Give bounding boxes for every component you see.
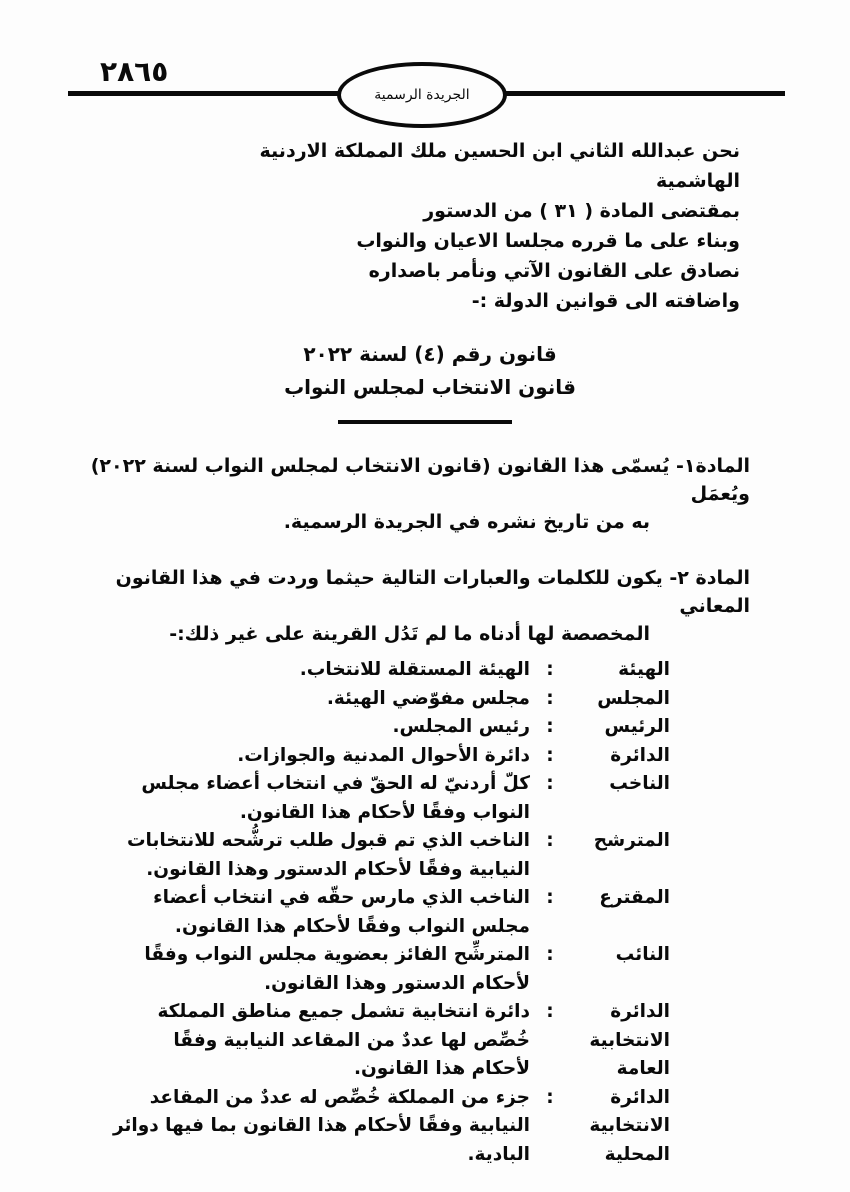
definition-term: الناخب <box>609 773 670 794</box>
definition-colon: : <box>546 744 554 766</box>
definitions-list <box>110 656 670 1169</box>
definition-row <box>110 998 670 1084</box>
definition-text: رئيس المجلس. <box>392 716 530 737</box>
definition-text: الناخب الذي تم قبول طلب ترشُّحه للانتخابات النيابية وفقًا لأحكام الدستور وهذا القانون. <box>126 830 530 880</box>
definition-row <box>110 1084 670 1170</box>
definition-term: النائب <box>615 944 670 965</box>
article-2 <box>70 564 750 648</box>
definition-colon: : <box>546 1086 554 1108</box>
article-1 <box>70 452 750 536</box>
article-text: المادة ٢- يكون للكلمات والعبارات التالية حيثما وردت في هذا القانون المعاني <box>115 567 750 617</box>
title-separator <box>338 420 512 424</box>
definition-colon: : <box>546 830 554 851</box>
page-number: ٢٨٦٥ <box>100 55 169 88</box>
royal-preamble <box>180 136 740 316</box>
definition-text: جزء من المملكة خُصِّص له عددٌ من المقاعد النيابية وفقًا لأحكام هذا القانون بما فيها دوائر البادية. <box>112 1086 530 1165</box>
definition-term: المقترع <box>599 887 670 908</box>
definition-row <box>110 827 670 884</box>
definition-text: المترشِّح الفائز بعضوية مجلس النواب وفقًا لأحكام الدستور وهذا القانون. <box>144 944 530 994</box>
definition-text: مجلس مفوّضي الهيئة. <box>326 687 530 709</box>
definition-text: دائرة انتخابية تشمل جميع مناطق المملكة خُصِّص لها عددٌ من المقاعد النيابية وفقًا لأحكام هذا القانون. <box>157 1001 530 1079</box>
article-text: به من تاريخ نشره في الجريدة الرسمية. <box>283 511 650 533</box>
definition-colon: : <box>546 659 554 680</box>
definition-colon: : <box>546 944 554 965</box>
definition-row <box>110 770 670 827</box>
article-text: المخصصة لها أدناه ما لم تَدُل القرينة على غير ذلك:- <box>169 623 650 645</box>
definition-term: الدائرة الانتخابية العامة <box>589 1001 670 1079</box>
definition-colon: : <box>546 773 554 794</box>
definition-row <box>110 656 670 685</box>
gazette-emblem <box>337 62 507 128</box>
definition-text: الناخب الذي مارس حقّه في انتخاب أعضاء مجلس النواب وفقًا لأحكام هذا القانون. <box>153 887 530 937</box>
preamble-line: وبناء على ما قرره مجلسا الاعيان والنواب <box>356 230 740 252</box>
definition-row <box>110 713 670 742</box>
definition-term: المترشح <box>593 830 670 851</box>
definition-row <box>110 941 670 998</box>
definition-term: المجلس <box>597 687 670 709</box>
definition-colon: : <box>546 716 554 737</box>
preamble-line: نصادق على القانون الآتي ونأمر باصداره <box>368 260 740 282</box>
definition-row <box>110 685 670 714</box>
definition-term: الرئيس <box>604 716 670 737</box>
definition-text: دائرة الأحوال المدنية والجوازات. <box>237 744 530 766</box>
definition-text: كلّ أردنيّ له الحقّ في انتخاب أعضاء مجلس النواب وفقًا لأحكام هذا القانون. <box>141 773 530 823</box>
definition-row <box>110 884 670 941</box>
definition-term: الدائرة <box>610 744 670 766</box>
preamble-line: بمقتضى المادة ( ٣١ ) من الدستور <box>423 200 740 222</box>
preamble-line: نحن عبدالله الثاني ابن الحسين ملك المملكة الاردنية الهاشمية <box>259 140 740 192</box>
definition-row <box>110 742 670 771</box>
article-text: المادة١- يُسمّى هذا القانون (قانون الانتخاب لمجلس النواب لسنة ٢٠٢٢) ويُعمَل <box>90 455 750 505</box>
definition-colon: : <box>546 887 554 908</box>
definition-term: الهيئة <box>618 659 670 680</box>
law-name: قانون الانتخاب لمجلس النواب <box>284 375 576 399</box>
definition-text: الهيئة المستقلة للانتخاب. <box>299 659 530 680</box>
definition-colon: : <box>546 1001 554 1022</box>
definition-colon: : <box>546 687 554 709</box>
gazette-name: الجريدة الرسمية <box>374 87 470 103</box>
page-content <box>70 136 750 1169</box>
preamble-line: واضافته الى قوانين الدولة :- <box>471 290 740 312</box>
law-number: قانون رقم (٤) لسنة ٢٠٢٢ <box>303 342 557 366</box>
definition-term: الدائرة الانتخابية المحلية <box>589 1086 670 1165</box>
law-title <box>150 338 710 404</box>
